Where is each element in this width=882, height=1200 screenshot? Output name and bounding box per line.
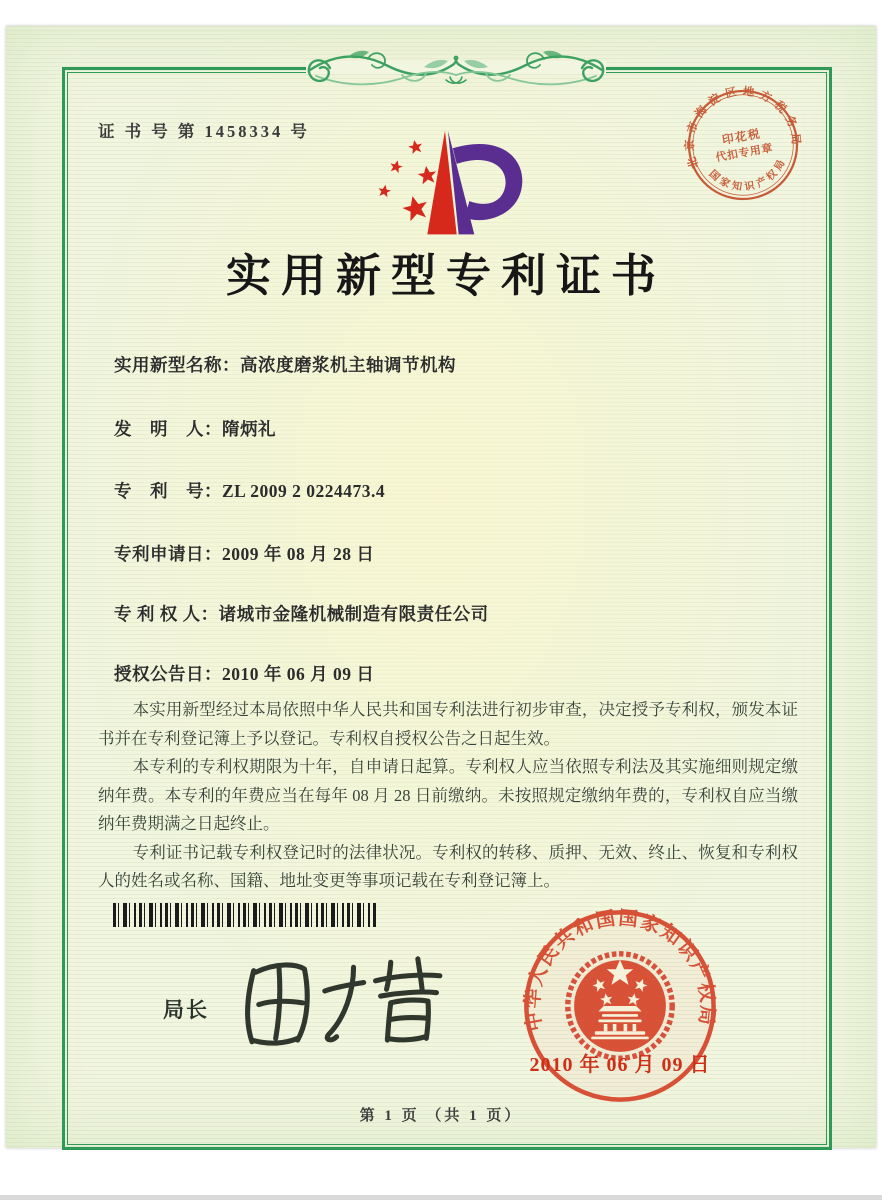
stamp-arc-top-text: 北京市海淀区地方税务局 [684, 85, 802, 170]
field-label: 专 利 权 人： [114, 604, 219, 624]
legal-text [98, 696, 798, 896]
scan-edge-artifact [0, 1195, 882, 1200]
stamp-arc-bottom-text: 国家知识产权局 [706, 158, 788, 194]
body-paragraph: 专利证书记载专利权登记时的法律状况。专利权的转移、质押、无效、终止、恢复和专利权人的姓名或名称、国籍、地址变更等事项记载在专利登记簿上。 [98, 842, 798, 890]
field-label: 实用新型名称： [114, 355, 240, 375]
sipo-logo-icon [355, 126, 531, 240]
barcode [113, 903, 377, 927]
field-row [114, 478, 385, 503]
flourish-ornament-icon [306, 40, 606, 98]
seal-date: 2010 年 06 月 09 日 [529, 1054, 711, 1076]
field-value: ZL 2009 2 0224473.4 [222, 481, 386, 501]
stamp-center-line1: 印花税 [721, 127, 763, 147]
field-value: 高浓度磨浆机主轴调节机构 [240, 355, 456, 375]
official-seal-icon [512, 898, 728, 1114]
field-value: 诸城市金隆机械制造有限责任公司 [218, 604, 489, 624]
page-footer: 第 1 页 （共 1 页） [359, 1108, 523, 1124]
page-title: 实用新型专利证书 [225, 251, 666, 301]
certificate-paper [6, 26, 876, 1148]
field-label: 发 明 人： [114, 419, 222, 439]
stamp-center-line2: 代扣专用章 [714, 142, 775, 165]
field-row [114, 601, 489, 626]
field-row [114, 352, 456, 377]
field-label: 专利申请日： [114, 544, 222, 564]
field-row [114, 541, 374, 566]
signer-title: 局长 [163, 998, 209, 1022]
certificate-number: 证 书 号 第 1458334 号 [98, 122, 310, 141]
field-value: 2010 年 06 月 09 日 [222, 664, 375, 684]
body-paragraph: 本实用新型经过本局依照中华人民共和国专利法进行初步审查，决定授予专利权，颁发本证书并在专利登记簿上予以登记。专利权自授权公告之日起生效。 [98, 700, 798, 748]
seal-ring-text: 中华人民共和国国家知识产权局 [522, 908, 718, 1033]
field-value: 2009 年 08 月 28 日 [222, 544, 375, 564]
field-label: 授权公告日： [114, 664, 222, 684]
field-row [114, 416, 276, 441]
body-paragraph: 本专利的专利权期限为十年，自申请日起算。专利权人应当依照专利法及其实施细则规定缴纳年费。本专利的年费应当在每年 08 月 28 日前缴纳。未按照规定缴纳年费的，专利权自应当缴纳年费期满之日起终止。 [98, 757, 798, 833]
field-row [114, 661, 374, 686]
tax-stamp-icon [683, 85, 803, 205]
signature-icon [230, 942, 450, 1062]
field-value: 隋炳礼 [222, 419, 276, 439]
field-label: 专 利 号： [114, 481, 222, 501]
